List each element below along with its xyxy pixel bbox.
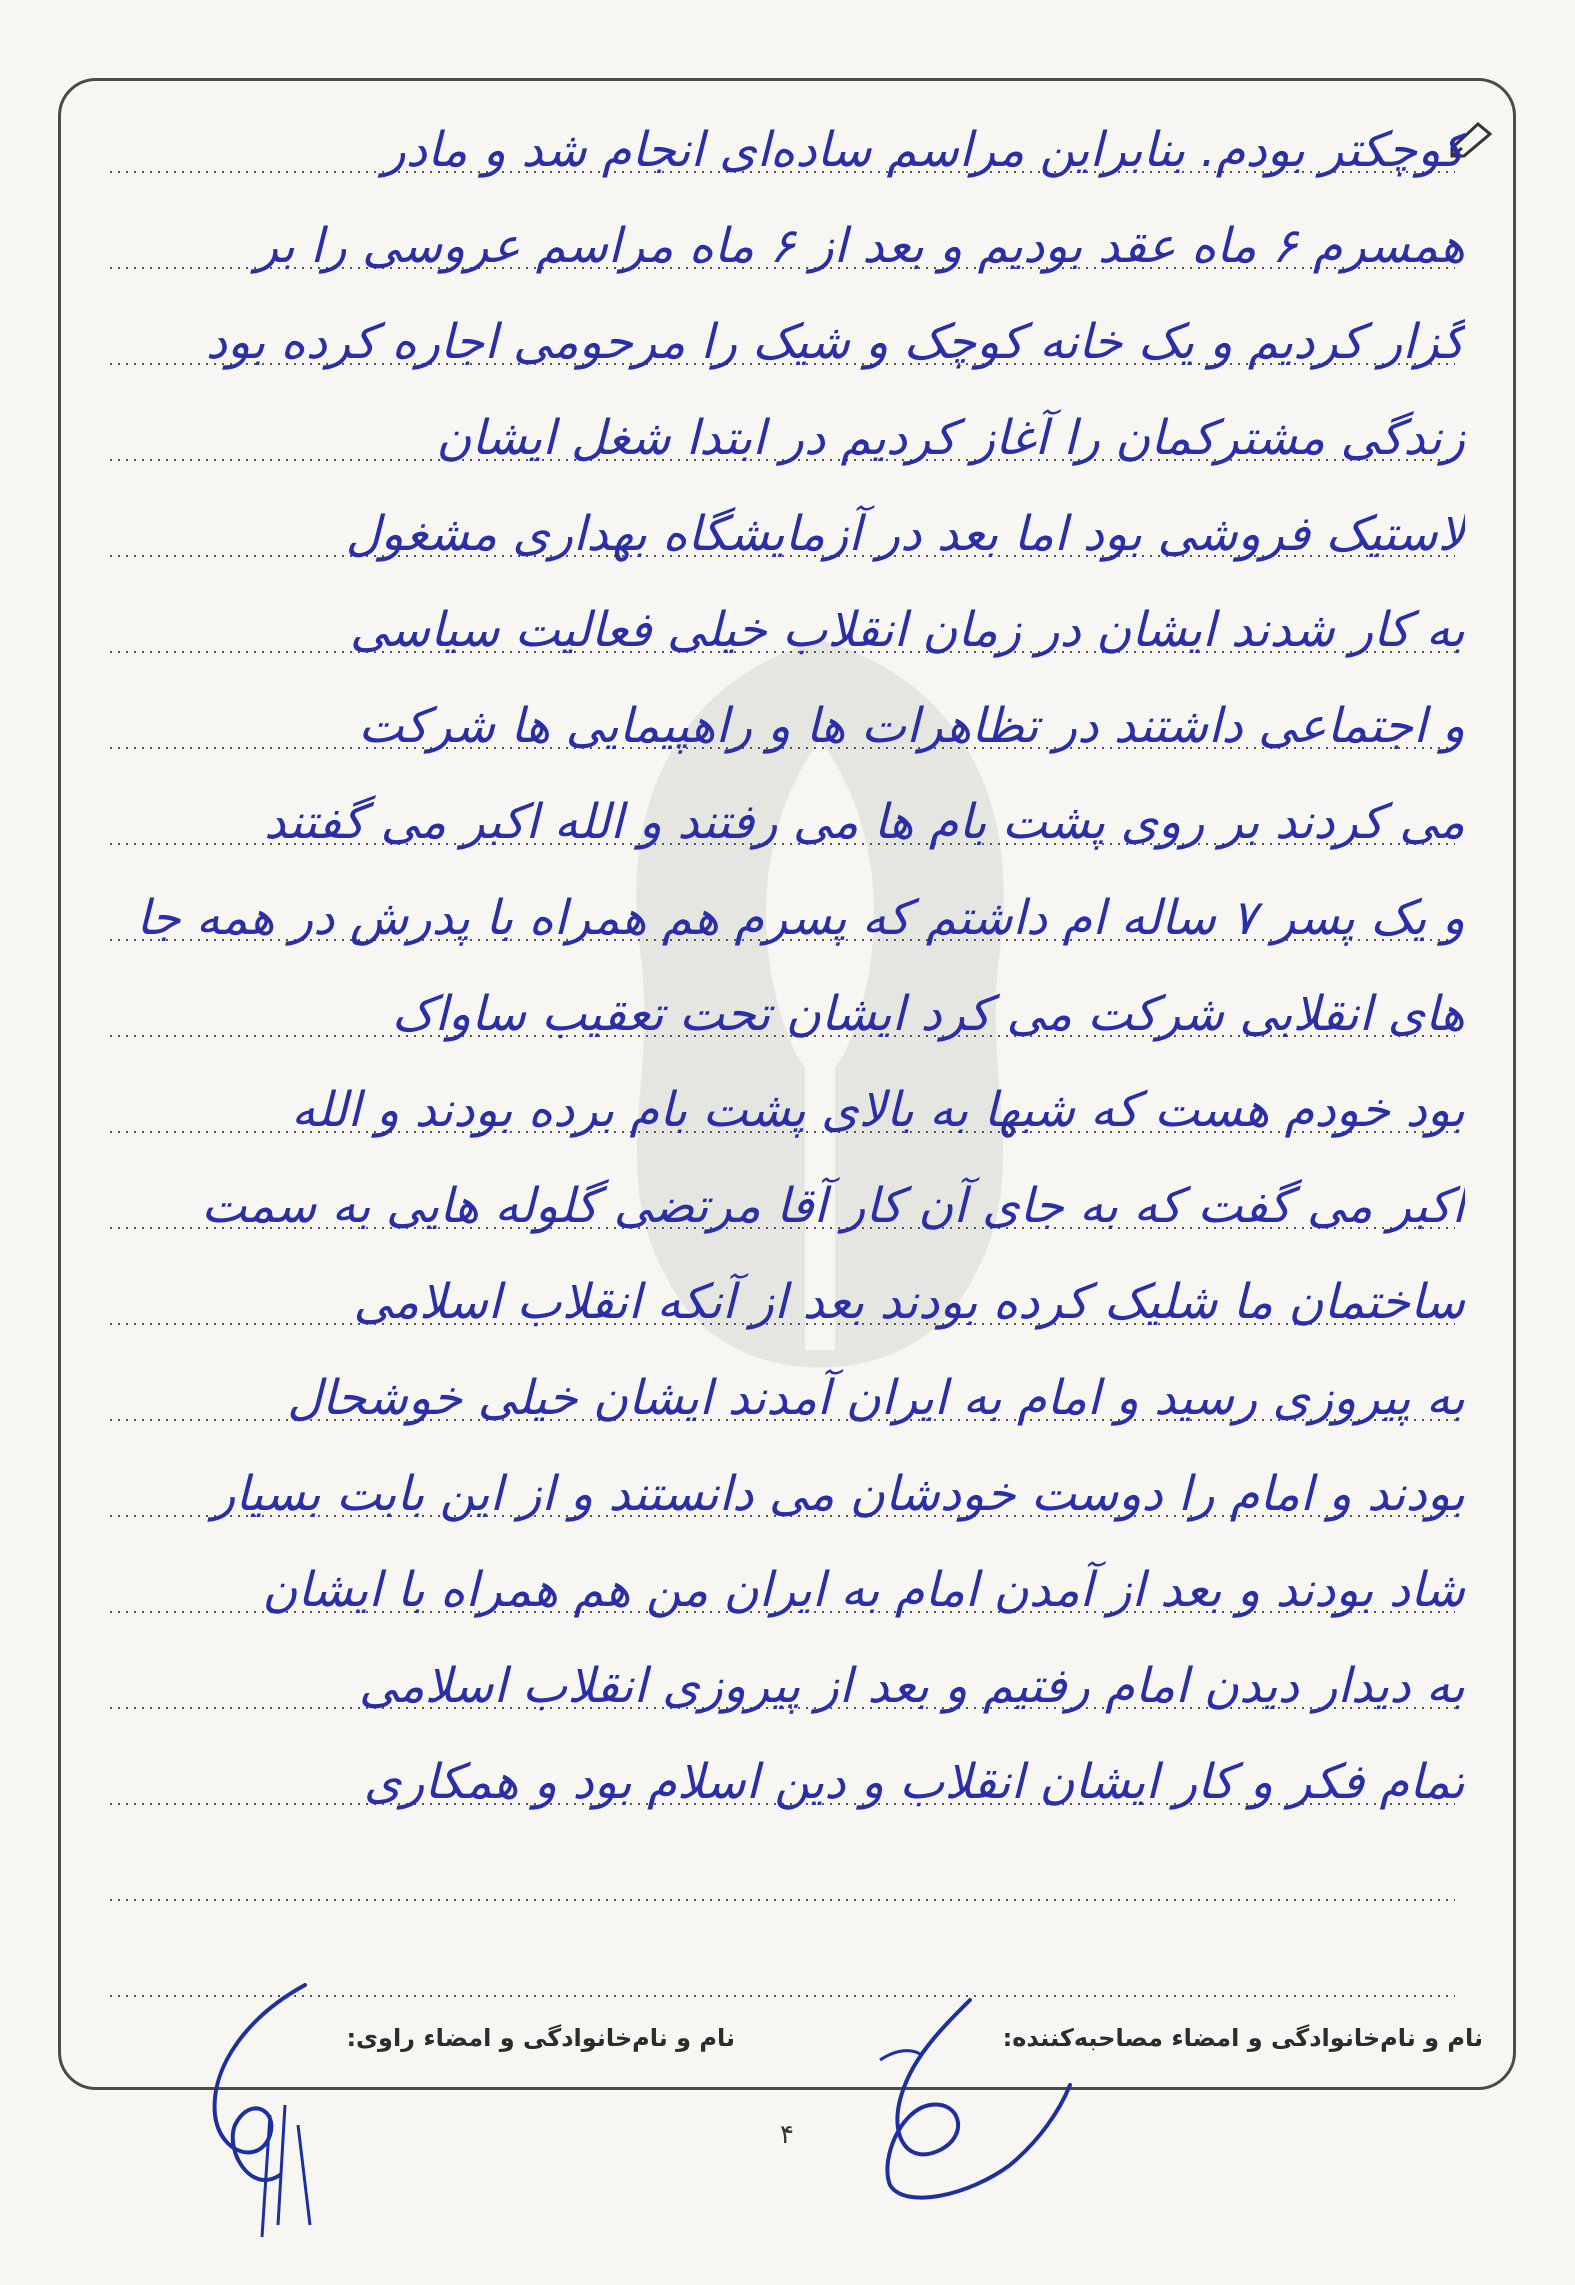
text-line: های انقلابی شرکت می کرد ایشان تحت تعقیب ساواک [391,986,1465,1042]
text-line: لاستیک فروشی بود اما بعد در آزمایشگاه بهداری مشغول [345,506,1465,562]
text-line: به کار شدند ایشان در زمان انقلاب خیلی فعالیت سیاسی [349,602,1465,658]
text-line: و اجتماعی داشتند در تظاهرات ها و راهپیمایی ها شرکت [358,698,1465,754]
page-number: ۴ [780,2120,794,2150]
text-line: بود خودم هست که شبها به بالای پشت بام برده بودند و الله [291,1082,1465,1138]
interviewer-signature [820,1990,1080,2210]
text-line: تمام فکر و کار ایشان انقلاب و دین اسلام بود و همکاری [363,1754,1465,1810]
text-line: بودند و امام را دوست خودشان می دانستند و از این بابت بسیار [212,1466,1465,1522]
text-line: زندگی مشترکمان را آغاز کردیم در ابتدا شغل ایشان [436,410,1465,466]
text-line: اکبر می گفت که به جای آن کار آقا مرتضی گلوله هایی به سمت [201,1178,1465,1234]
text-line: کوچکتر بودم. بنابراین مراسم ساده‌ای انجام شد و مادر [382,122,1465,178]
text-line: به دیدار دیدن امام رفتیم و بعد از پیروزی انقلاب اسلامی [358,1658,1465,1714]
text-line: ساختمان ما شلیک کرده بودند بعد از آنکه انقلاب اسلامی [353,1274,1465,1330]
interviewer-signature-label: نام و نام‌خانوادگی و امضاء مصاحبه‌کننده: [1002,2024,1483,2052]
text-line: و یک پسر ۷ ساله ام داشتم که پسرم هم همراه با پدرش در همه جا [136,890,1465,946]
narrator-signature [190,1975,350,2245]
text-line: به پیروزی رسید و امام به ایران آمدند ایشان خیلی خوشحال [287,1370,1465,1426]
text-line: شاد بودند و بعد از آمدن امام به ایران من هم همراه با ایشان [262,1562,1465,1618]
narrator-signature-label: نام و نام‌خانوادگی و امضاء راوی: [346,2024,735,2052]
text-line: همسرم ۶ ماه عقد بودیم و بعد از ۶ ماه مراسم عروسی را بر [255,218,1465,274]
text-line: گزار کردیم و یک خانه کوچک و شیک را مرحومی اجاره کرده بود [205,314,1465,370]
text-line: می کردند بر روی پشت بام ها می رفتند و الله اکبر می گفتند [263,794,1465,850]
